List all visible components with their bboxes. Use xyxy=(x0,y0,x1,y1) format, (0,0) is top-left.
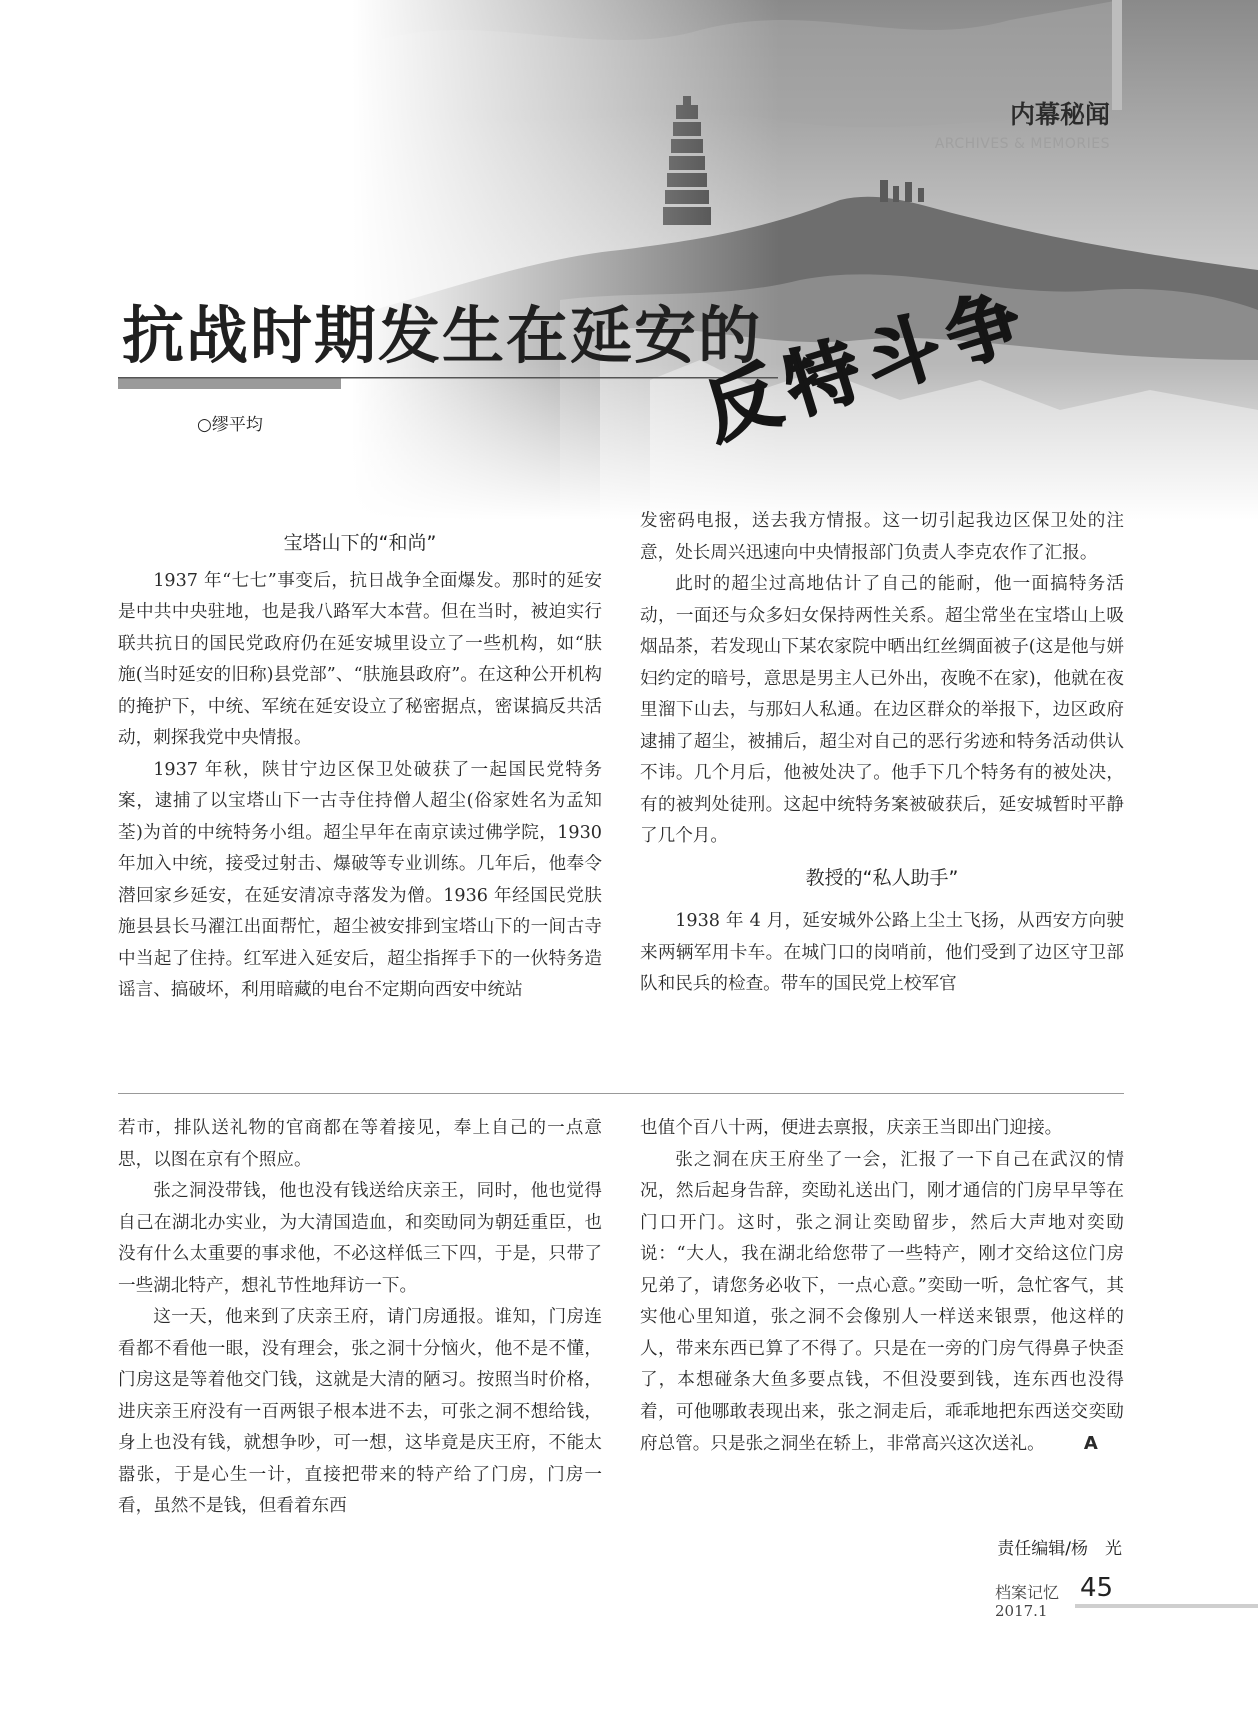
article-bottom-left-column xyxy=(118,1113,602,1523)
paragraph-text: 张之洞在庆王府坐了一会，汇报了一下自己在武汉的情况，然后起身告辞，奕劻礼送出门，刚才通信的门房早早等在门口开门。这时，张之洞让奕劻留步，然后大声地对奕劻说：“大人，我在湖北给您带了一些特产，刚才交给这位门房兄弟了，请您务必收下，一点心意。”奕劻一听，急忙客气，其实他心里知道，张之洞不会像别人一样送来银票，他这样的人，带来东西已算了不得了。只是在一旁的门房气得鼻子快歪了，本想碰条大鱼多要点钱，不但没要到钱，连东西也没得着，可他哪敢表现出来，张之洞走后，乖乖地把东西送交奕劻府总管。只是张之洞坐在轿上，非常高兴这次送礼。 xyxy=(640,1149,1124,1454)
article-title-line1: 抗战时期发生在延安的 xyxy=(122,299,763,372)
page-number: 45 xyxy=(1080,1573,1114,1603)
column-label-english: ARCHIVES & MEMORIES xyxy=(934,136,1110,152)
paragraph: 若市，排队送礼物的官商都在等着接见，奉上自己的一点意思，以图在京有个照应。 xyxy=(118,1118,602,1170)
paragraph: 1937 年秋，陕甘宁边区保卫处破获了一起国民党特务案，逮捕了以宝塔山下一古寺住持僧人超尘(俗家姓名为孟知荃)为首的中统特务小组。超尘早年在南京读过佛学院，1930 年加入中统，接受过射击、爆破等专业训练。几年后，他奉令潜回家乡延安，在延安清凉寺落发为僧。1936 年经国民党肤施县县长马濯江出面帮忙，超尘被安排到宝塔山下的一间古寺中当起了住持。红军进入延安后，超尘指挥手下的一伙特务造谣言、搞破坏，利用暗藏的电台不定期向西安中统站 xyxy=(118,759,602,1000)
section-heading: 教授的“私人助手” xyxy=(805,866,959,889)
paragraph: 此时的超尘过高地估计了自己的能耐，他一面搞特务活动，一面还与众多妇女保持两性关系。超尘常坐在宝塔山上吸烟品茶，若发现山下某农家院中晒出红丝绸面被子(这是他与姘妇约定的暗号，意思是男主人已外出，夜晚不在家)，他就在夜里溜下山去，与那妇人私通。在边区群众的举报下，边区政府逮捕了超尘，被捕后，超尘对自己的恶行劣迹和特务活动供认不讳。几个月后，他被处决了。他手下几个特务有的被处决，有的被判处徒刑。这起中统特务案被破获后，延安城暂时平静了几个月。 xyxy=(640,574,1124,846)
article-top-right-column xyxy=(640,506,1124,1001)
end-mark-icon: A xyxy=(1083,1433,1098,1454)
issue-number: 2017.1 xyxy=(995,1602,1048,1620)
section-heading: 宝塔山下的“和尚” xyxy=(283,532,437,554)
author-byline: ○缪平均 xyxy=(197,415,263,435)
column-label: 内幕秘闻 xyxy=(1009,100,1110,129)
paragraph: 发密码电报，送去我方情报。这一切引起我边区保卫处的注意，处长周兴迅速向中央情报部门负责人李克农作了汇报。 xyxy=(640,511,1124,563)
title-char: 反 xyxy=(694,351,791,456)
paragraph xyxy=(640,1145,1124,1461)
paragraph: 这一天，他来到了庆亲王府，请门房通报。谁知，门房连看都不看他一眼，没有理会，张之洞十分恼火，他不是不懂，门房这是等着他交门钱，这就是大清的陋习。按照当时价格，进庆亲王府没有一百两银子根本进不去，可张之洞不想给钱，身上也没有钱，就想争吵，可一想，这毕竟是庆王府，不能太嚣张，于是心生一计，直接把带来的特产给了门房，门房一看，虽然不是钱，但看着东西 xyxy=(118,1307,602,1516)
journal-name: 档案记忆 xyxy=(995,1583,1060,1602)
article-bottom-right-column xyxy=(640,1113,1124,1461)
paragraph: 1938 年 4 月，延安城外公路上尘土飞扬，从西安方向驶来两辆军用卡车。在城门口的岗哨前，他们受到了边区守卫部队和民兵的检查。带车的国民党上校军官 xyxy=(640,911,1124,994)
title-char: 特 xyxy=(775,327,871,431)
article-top-left-column xyxy=(118,528,602,1007)
paragraph: 张之洞没带钱，他也没有钱送给庆亲王，同时，他也觉得自己在湖北办实业，为大清国造血，和奕劻同为朝廷重臣，也没有什么太重要的事求他，不必这样低三下四，于是，只带了一些湖北特产，想礼节性地拜访一下。 xyxy=(118,1181,602,1296)
paragraph: 1937 年“七七”事变后，抗日战争全面爆发。那时的延安是中共中央驻地，也是我八路军大本营。但在当时，被迫实行联共抗日的国民党政府仍在延安城里设立了一些机构，如“肤施(当时延安的旧称)县党部”、“肤施县政府”。在这种公开机构的掩护下，中统、军统在延安设立了秘密据点，密谋搞反共活动，刺探我党中央情报。 xyxy=(118,570,602,748)
footer-rule xyxy=(1075,1604,1258,1608)
title-char: 斗 xyxy=(855,302,952,407)
title-char: 争 xyxy=(935,277,1032,382)
article-divider xyxy=(118,1093,1124,1094)
editor-credit: 责任编辑/杨 光 xyxy=(997,1539,1122,1559)
paragraph: 也值个百八十两，便进去禀报，庆亲王当即出门迎接。 xyxy=(640,1118,1063,1138)
banner-photo xyxy=(0,0,1258,520)
